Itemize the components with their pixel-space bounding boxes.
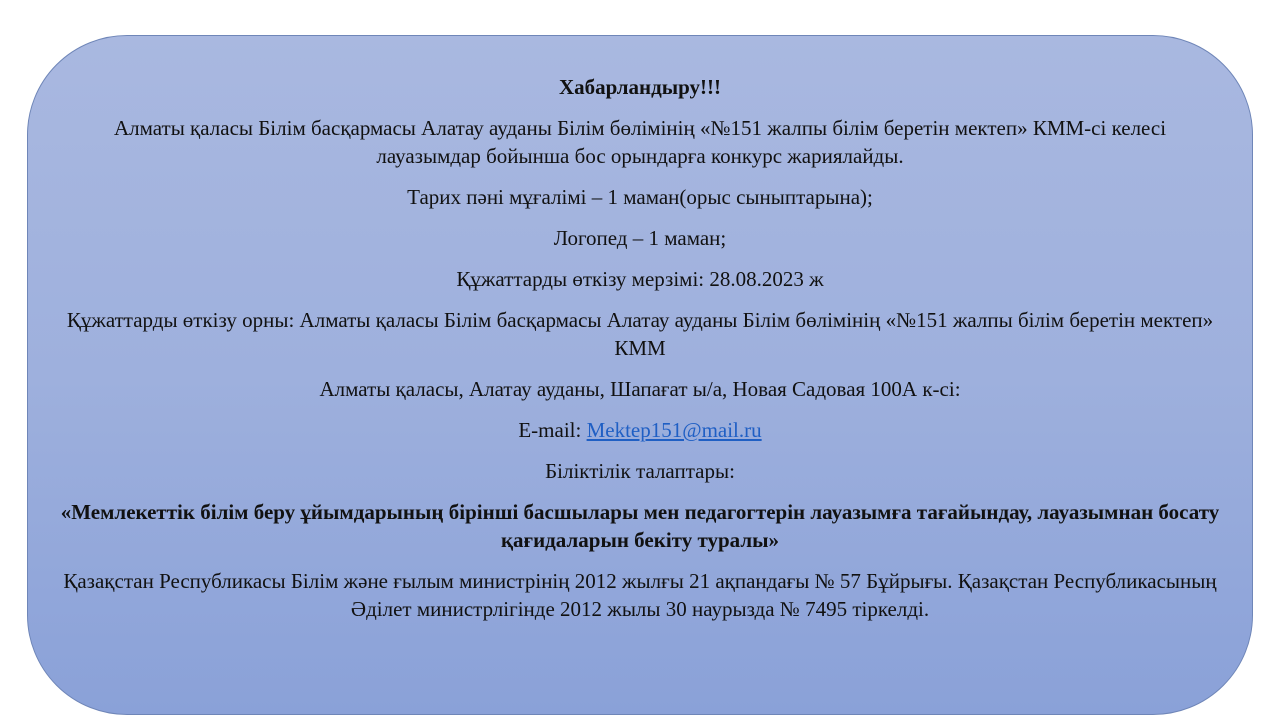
notice-content [60, 73, 1220, 636]
school-address: Алматы қаласы, Алатау ауданы, Шапағат ы/а, Новая Садовая 100А к-сі: [319, 377, 961, 401]
notice-intro: Алматы қаласы Білім басқармасы Алатау ауданы Білім бөлімінің «№151 жалпы білім беретін мектеп» КММ-сі келесі лауазымдар бойынша бос орындарға конкурс жариялайды. [113, 116, 1167, 168]
requirements-label: Біліктілік талаптары: [545, 459, 735, 483]
position-history-teacher: Тарих пәні мұғалімі – 1 маман(орыс сыныптарына); [407, 185, 873, 209]
email-link[interactable]: Mektep151@mail.ru [586, 418, 762, 442]
notice-title: Хабарландыру!!! [558, 75, 722, 99]
submission-place: Құжаттарды өткізу орны: Алматы қаласы Білім басқармасы Алатау ауданы Білім бөлімінің «№151 жалпы білім беретін мектеп» КММ [66, 308, 1214, 360]
email-line [60, 416, 1220, 444]
regulation-reference: Қазақстан Республикасы Білім және ғылым министрінің 2012 жылғы 21 ақпандағы № 57 Бұйрығы. Қазақстан Республикасының Әділет министрлігінде 2012 жылы 30 наурызда № 7495 тіркелді. [63, 569, 1217, 621]
email-label: E-mail: [518, 418, 587, 442]
submission-deadline: Құжаттарды өткізу мерзімі: 28.08.2023 ж [456, 267, 824, 291]
position-speech-therapist: Логопед – 1 маман; [553, 226, 727, 250]
regulation-title: «Мемлекеттік білім беру ұйымдарының бірінші басшылары мен педагогтерін лауазымға тағайындау, лауазымнан босату қағидаларын бекіту туралы» [60, 500, 1220, 552]
